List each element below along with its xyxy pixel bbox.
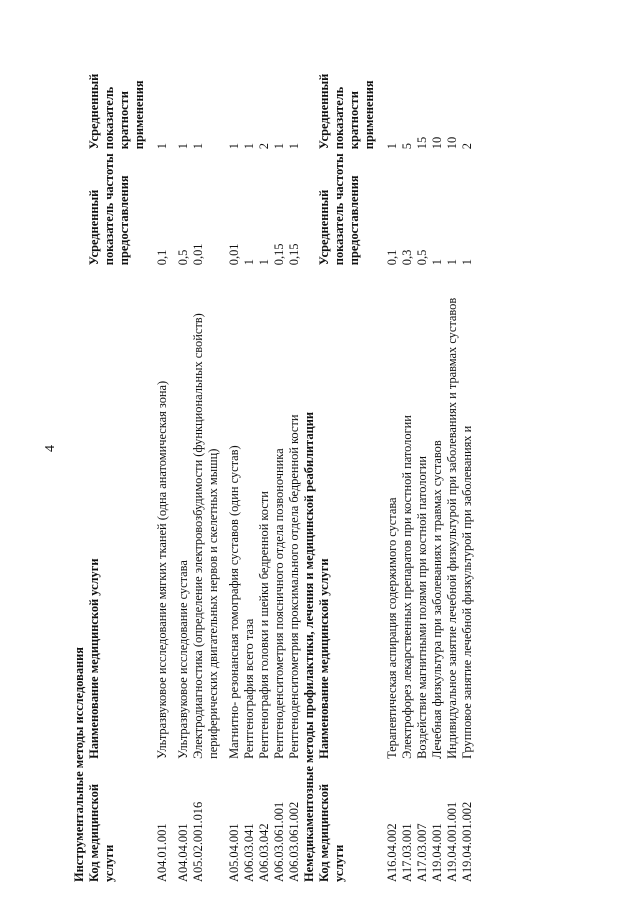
document-body	[72, 36, 475, 882]
service-name: Рентгеноденситометрия поясничного отдела позвоночника	[272, 448, 286, 759]
header-code: Код медицинской услуги	[87, 784, 116, 882]
frequency-value: 0,3	[400, 249, 414, 266]
multiplicity-value: 1	[191, 142, 205, 150]
frequency-value: 0,1	[385, 249, 399, 266]
service-code: A06.03.061.002	[287, 801, 301, 882]
service-name: Ультразвуковое исследование мягких тканей (одна анатомическая зона)	[155, 380, 169, 759]
table-row	[257, 36, 272, 882]
service-code: A16.04.002	[385, 823, 399, 882]
frequency-value: 1	[257, 258, 271, 266]
table-header-row	[317, 36, 379, 882]
frequency-value: 0,1	[155, 249, 169, 266]
service-name: Терапевтическая аспирация содержимого сустава	[385, 497, 399, 759]
multiplicity-value: 10	[445, 136, 459, 150]
service-code: A06.03.041	[242, 823, 256, 882]
table-row	[287, 36, 302, 882]
header-multiplicity: Усредненный показатель кратности применения	[87, 73, 146, 150]
multiplicity-value: 5	[400, 142, 414, 150]
multiplicity-value: 1	[227, 142, 241, 150]
header-name: Наименование медицинской услуги	[87, 558, 101, 759]
table-row	[170, 36, 191, 882]
service-code: A19.04.001.002	[460, 801, 474, 882]
frequency-value: 1	[242, 258, 256, 266]
service-code: A05.02.001.016	[191, 801, 205, 882]
multiplicity-value: 15	[415, 136, 429, 150]
section-title-nonmedication: Немедикаментозные методы профилактики, лечения и медицинской реабилитации	[302, 411, 316, 882]
instrumental-methods-table	[87, 36, 302, 882]
multiplicity-value: 1	[385, 142, 399, 150]
service-code: A06.03.061.001	[272, 801, 286, 882]
table-row	[272, 36, 287, 882]
service-name: Лечебная физкультура при заболеваниях и травмах суставов	[430, 440, 444, 759]
frequency-value: 1	[460, 258, 474, 266]
service-name: Рентгенография головки и шейки бедренной кости	[257, 491, 271, 759]
table-row	[242, 36, 257, 882]
multiplicity-value: 1	[155, 142, 169, 150]
service-code: A05.04.001	[227, 823, 241, 882]
service-code: A04.04.001	[176, 823, 190, 882]
table-row	[415, 36, 430, 882]
header-frequency: Усредненный показатель частоты предоставления	[87, 153, 131, 266]
table-row	[149, 36, 170, 882]
header-frequency: Усредненный показатель частоты предоставления	[317, 153, 361, 266]
service-name: Индивидуальное занятие лечебной физкультурой при заболеваниях и травмах суставов	[445, 297, 459, 759]
multiplicity-value: 2	[257, 142, 271, 150]
page-number: 4	[43, 445, 58, 452]
frequency-value: 0,01	[227, 243, 241, 266]
service-code: A17.03.001	[400, 823, 414, 882]
service-name: Магнитно- резонансная томография суставов (один сустав)	[227, 445, 241, 759]
frequency-value: 0,15	[287, 243, 301, 266]
table-row	[379, 36, 400, 882]
frequency-value: 0,5	[415, 249, 429, 266]
frequency-value: 1	[430, 258, 444, 266]
multiplicity-value: 10	[430, 136, 444, 150]
multiplicity-value: 1	[176, 142, 190, 150]
multiplicity-value: 2	[460, 142, 474, 150]
service-name: Групповое занятие лечебной физкультурой при заболеваниях и	[460, 425, 474, 759]
service-name: Электрофорез лекарственных препаратов при костной патологии	[400, 415, 414, 759]
multiplicity-value: 1	[287, 142, 301, 150]
multiplicity-value: 1	[272, 142, 286, 150]
service-code: A04.01.001	[155, 823, 169, 882]
header-name: Наименование медицинской услуги	[317, 558, 331, 759]
service-code: A19.04.001.001	[445, 801, 459, 882]
frequency-value: 0,5	[176, 249, 190, 266]
frequency-value: 0,01	[191, 243, 205, 266]
nonmedication-methods-table	[317, 36, 475, 882]
service-name: Электродиагностика (определение электровозбудимости (функциональных свойств) периферических двигательных нервов и скелетных мышц)	[191, 313, 220, 759]
service-code: A17.03.007	[415, 823, 429, 882]
service-name: Воздействие магнитными полями при костной патологии	[415, 455, 429, 759]
header-code: Код медицинской услуги	[317, 784, 346, 882]
service-name: Рентгенография всего таза	[242, 618, 256, 759]
table-row	[460, 36, 475, 882]
table-row	[400, 36, 415, 882]
service-code: A06.03.042	[257, 823, 271, 882]
table-header-row	[87, 36, 149, 882]
frequency-value: 1	[445, 258, 459, 266]
multiplicity-value: 1	[242, 142, 256, 150]
header-multiplicity: Усредненный показатель кратности применения	[317, 73, 376, 150]
service-name: Ультразвуковое исследование сустава	[176, 560, 190, 759]
table-row	[221, 36, 242, 882]
service-name: Рентгеноденситометрия проксимального отдела бедренной кости	[287, 414, 301, 759]
table-row	[430, 36, 445, 882]
table-row	[191, 36, 221, 882]
service-code: A19.04.001	[430, 823, 444, 882]
table-row	[445, 36, 460, 882]
frequency-value: 0,15	[272, 243, 286, 266]
section-title-instrumental: Инструментальные методы исследования	[72, 647, 86, 882]
